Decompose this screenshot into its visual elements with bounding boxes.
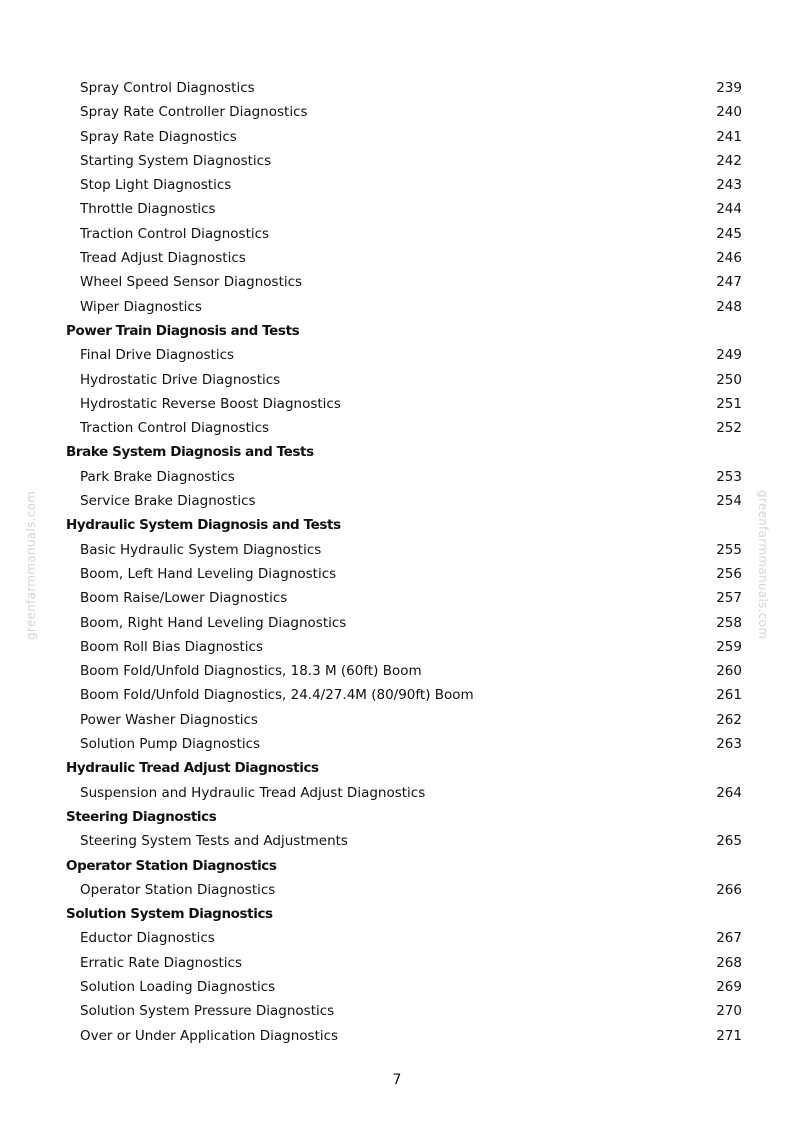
- toc-section-title: Brake System Diagnosis and Tests: [66, 444, 314, 461]
- watermark-right: greenfarmmanuals.com: [756, 490, 770, 640]
- page-number: 7: [392, 1072, 402, 1088]
- toc-entry: [0, 708, 794, 732]
- toc-entry: [0, 538, 794, 562]
- toc-entry: [0, 295, 794, 319]
- toc-page-number: 243: [716, 177, 742, 194]
- toc-page-number: 267: [716, 930, 742, 947]
- toc-page-number: 268: [716, 954, 742, 971]
- toc-page-number: 242: [716, 152, 742, 169]
- toc-entry-title: Spray Rate Controller Diagnostics: [80, 104, 308, 121]
- toc-entry-title: Tread Adjust Diagnostics: [80, 250, 246, 267]
- toc-entry-title: Basic Hydraulic System Diagnostics: [80, 541, 322, 558]
- toc-entry-title: Hydrostatic Reverse Boost Diagnostics: [80, 395, 341, 412]
- toc-section-title: Steering Diagnostics: [66, 808, 217, 825]
- toc-entry-title: Boom Roll Bias Diagnostics: [80, 638, 263, 655]
- toc-entry: [0, 125, 794, 149]
- toc-entry-title: Over or Under Application Diagnostics: [80, 1027, 339, 1044]
- toc-page-number: 252: [716, 420, 742, 437]
- toc-entry: [0, 465, 794, 489]
- toc-page-number: 258: [716, 614, 742, 631]
- toc-entry: [0, 951, 794, 975]
- toc-entry: [0, 975, 794, 999]
- toc-entry-title: Operator Station Diagnostics: [80, 881, 276, 898]
- toc-entry: [0, 732, 794, 756]
- table-of-contents: [0, 76, 794, 1048]
- toc-entry-title: Wiper Diagnostics: [80, 298, 202, 315]
- toc-page-number: 246: [716, 250, 742, 267]
- toc-page-number: 259: [716, 638, 742, 655]
- toc-entry: [0, 222, 794, 246]
- toc-section-title: Hydraulic System Diagnosis and Tests: [66, 517, 341, 534]
- toc-entry: [0, 100, 794, 124]
- toc-entry: [0, 197, 794, 221]
- toc-page-number: 262: [716, 711, 742, 728]
- toc-page-number: 266: [716, 881, 742, 898]
- toc-section-title: Hydraulic Tread Adjust Diagnostics: [66, 760, 319, 777]
- toc-entry-title: Spray Rate Diagnostics: [80, 128, 237, 145]
- toc-page-number: 253: [716, 468, 742, 485]
- toc-page-number: 249: [716, 347, 742, 364]
- toc-entry: [0, 586, 794, 610]
- toc-entry: [0, 489, 794, 513]
- toc-entry: [0, 173, 794, 197]
- toc-page-number: 255: [716, 541, 742, 558]
- toc-entry-title: Solution Pump Diagnostics: [80, 736, 261, 753]
- toc-entry-title: Boom Fold/Unfold Diagnostics, 24.4/27.4M (80/90ft) Boom: [80, 687, 474, 704]
- toc-entry-title: Traction Control Diagnostics: [80, 225, 270, 242]
- toc-entry: [0, 781, 794, 805]
- toc-entry-title: Throttle Diagnostics: [80, 201, 216, 218]
- toc-page-number: 251: [716, 395, 742, 412]
- toc-entry: [0, 343, 794, 367]
- toc-section-title: Operator Station Diagnostics: [66, 857, 277, 874]
- toc-section-title: Solution System Diagnostics: [66, 906, 273, 923]
- toc-entry-title: Traction Control Diagnostics: [80, 420, 270, 437]
- toc-entry-title: Starting System Diagnostics: [80, 152, 272, 169]
- toc-page-number: 261: [716, 687, 742, 704]
- toc-page-number: 270: [716, 1003, 742, 1020]
- toc-entry-title: Spray Control Diagnostics: [80, 80, 255, 96]
- toc-entry-title: Steering System Tests and Adjustments: [80, 833, 348, 850]
- toc-entry-title: Boom, Left Hand Leveling Diagnostics: [80, 565, 337, 582]
- toc-section-title: Power Train Diagnosis and Tests: [66, 322, 300, 339]
- toc-page-number: 257: [716, 590, 742, 607]
- toc-entry: [0, 76, 794, 100]
- toc-page-number: 269: [716, 978, 742, 995]
- toc-page-number: 260: [716, 663, 742, 680]
- toc-entry: [0, 1024, 794, 1048]
- toc-entry: [0, 368, 794, 392]
- toc-entry-title: Suspension and Hydraulic Tread Adjust Diagnostics: [80, 784, 426, 801]
- toc-section-heading: [0, 319, 794, 343]
- toc-page-number: 271: [716, 1027, 742, 1044]
- toc-entry-title: Power Washer Diagnostics: [80, 711, 258, 728]
- toc-entry-title: Hydrostatic Drive Diagnostics: [80, 371, 281, 388]
- toc-page-number: 241: [716, 128, 742, 145]
- toc-section-heading: [0, 513, 794, 537]
- toc-entry: [0, 611, 794, 635]
- toc-page-number: 248: [716, 298, 742, 315]
- toc-entry: [0, 246, 794, 270]
- toc-page-number: 239: [716, 80, 742, 96]
- toc-page-number: 247: [716, 274, 742, 291]
- toc-entry-title: Park Brake Diagnostics: [80, 468, 235, 485]
- toc-entry-title: Eductor Diagnostics: [80, 930, 215, 947]
- toc-entry: [0, 683, 794, 707]
- watermark-left: greenfarmmanuals.com: [24, 490, 38, 640]
- toc-section-heading: [0, 902, 794, 926]
- toc-section-heading: [0, 805, 794, 829]
- toc-entry: [0, 829, 794, 853]
- toc-entry: [0, 635, 794, 659]
- toc-entry: [0, 392, 794, 416]
- toc-entry: [0, 149, 794, 173]
- toc-entry-title: Stop Light Diagnostics: [80, 177, 232, 194]
- toc-page-number: 244: [716, 201, 742, 218]
- toc-entry-title: Solution System Pressure Diagnostics: [80, 1003, 335, 1020]
- toc-entry: [0, 659, 794, 683]
- toc-page-number: 265: [716, 833, 742, 850]
- toc-section-heading: [0, 440, 794, 464]
- toc-page-number: 245: [716, 225, 742, 242]
- toc-page-number: 264: [716, 784, 742, 801]
- toc-entry-title: Final Drive Diagnostics: [80, 347, 235, 364]
- toc-entry: [0, 878, 794, 902]
- toc-entry: [0, 999, 794, 1023]
- toc-page-number: 250: [716, 371, 742, 388]
- toc-page-number: 256: [716, 565, 742, 582]
- toc-section-heading: [0, 854, 794, 878]
- toc-section-heading: [0, 756, 794, 780]
- toc-entry: [0, 926, 794, 950]
- toc-page-number: 254: [716, 493, 742, 510]
- toc-entry-title: Wheel Speed Sensor Diagnostics: [80, 274, 303, 291]
- toc-page-number: 263: [716, 736, 742, 753]
- toc-entry: [0, 270, 794, 294]
- toc-entry-title: Erratic Rate Diagnostics: [80, 954, 243, 971]
- toc-entry: [0, 562, 794, 586]
- toc-entry: [0, 416, 794, 440]
- toc-entry-title: Boom Raise/Lower Diagnostics: [80, 590, 288, 607]
- toc-entry-title: Boom Fold/Unfold Diagnostics, 18.3 M (60ft) Boom: [80, 663, 422, 680]
- toc-entry-title: Solution Loading Diagnostics: [80, 978, 276, 995]
- toc-entry-title: Service Brake Diagnostics: [80, 493, 256, 510]
- toc-page-number: 240: [716, 104, 742, 121]
- toc-entry-title: Boom, Right Hand Leveling Diagnostics: [80, 614, 347, 631]
